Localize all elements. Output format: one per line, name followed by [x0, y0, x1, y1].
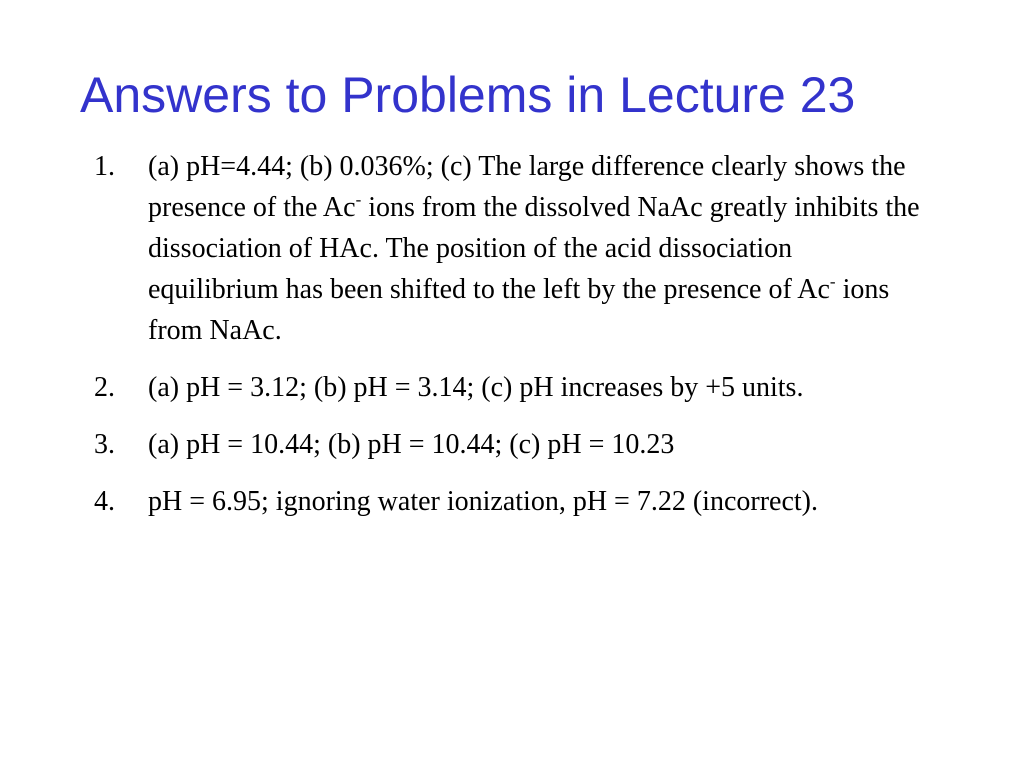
answer-item-1	[94, 146, 924, 351]
answer-1-segment-2: ions from the dissolved NaAc greatly inhibits the dissociation of HAc. The position of the acid dissociation equilibrium has been shifted to the left by the presence of Ac	[148, 192, 920, 305]
answer-1-segment-1: (a) pH=4.44; (b) 0.036%; (c) The large difference clearly shows the presence of the Ac	[148, 151, 906, 223]
answer-text-4: pH = 6.95; ignoring water ionization, pH = 7.22 (incorrect).	[148, 486, 818, 517]
ac-ion-superscript-1: -	[355, 190, 362, 209]
answer-item-3	[94, 424, 924, 465]
answer-number-1: 1.	[94, 151, 115, 182]
answer-item-2	[94, 367, 924, 408]
ac-ion-superscript-2: -	[829, 272, 836, 291]
answer-number-4: 4.	[94, 486, 115, 517]
answer-text-1	[148, 146, 924, 351]
answer-1-segment-3: ions from NaAc.	[148, 274, 890, 346]
answer-number-2: 2.	[94, 372, 115, 403]
answer-text-2: (a) pH = 3.12; (b) pH = 3.14; (c) pH increases by +5 units.	[148, 372, 804, 403]
answer-number-3: 3.	[94, 429, 115, 460]
answer-text-3: (a) pH = 10.44; (b) pH = 10.44; (c) pH = 10.23	[148, 429, 675, 460]
answer-item-4	[94, 481, 924, 522]
answers-list	[94, 146, 924, 538]
slide-title: Answers to Problems in Lecture 23	[80, 67, 856, 123]
